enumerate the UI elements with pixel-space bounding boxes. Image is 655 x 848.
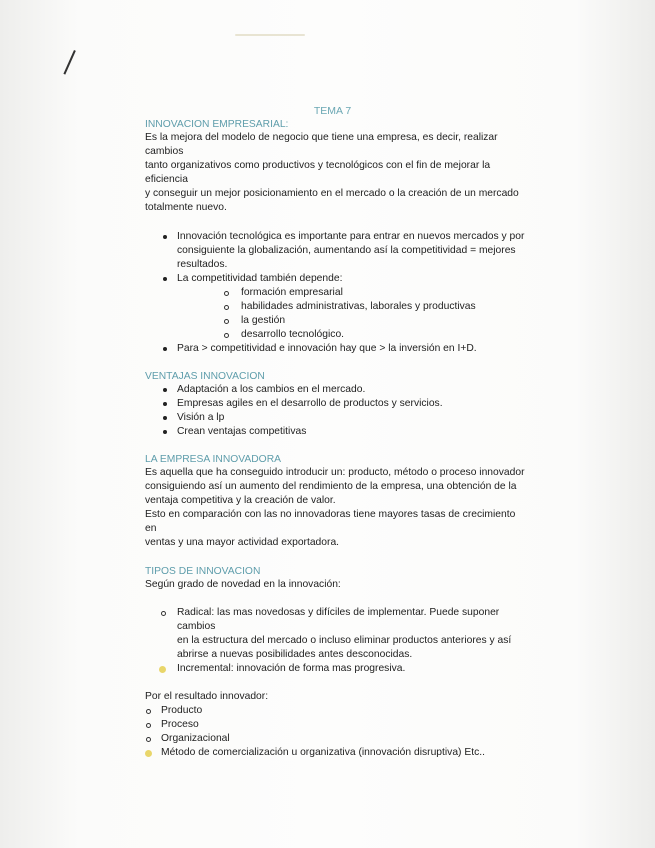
section-heading-empresa-innovadora: LA EMPRESA INNOVADORA <box>145 454 281 465</box>
paragraph-line: tanto organizativos como productivos y tecnológicos con el fin de mejorar la eficiencia <box>145 160 491 185</box>
bullet-line: Innovación tecnológica es importante para entrar en nuevos mercados y por <box>177 231 525 242</box>
bullet-line: resultados. <box>177 259 228 270</box>
circle-item <box>145 606 525 662</box>
item-line: Incremental: innovación de forma mas progresiva. <box>177 663 406 674</box>
bullet-item: Adaptación a los cambios en el mercado. <box>145 383 525 397</box>
item-line: Método de comercialización u organizativa (innovación disruptiva) Etc.. <box>161 747 485 758</box>
sub-list <box>177 286 525 342</box>
paragraph-line: totalmente nuevo. <box>145 202 227 213</box>
section-heading-ventajas: VENTAJAS INNOVACION <box>145 371 265 382</box>
circle-item: Proceso <box>145 718 525 732</box>
paragraph-line: Según grado de novedad en la innovación: <box>145 579 341 590</box>
degree-list <box>145 606 525 676</box>
bullet-list <box>145 230 525 356</box>
bullet-item: Visión a lp <box>145 411 525 425</box>
item-line: Radical: las mas novedosas y difíciles de implementar. Puede suponer cambios <box>177 607 500 632</box>
paragraph-line: ventaja competitiva y la creación de valor. <box>145 495 336 506</box>
bullet-item: Crean ventajas competitivas <box>145 425 525 439</box>
bullet-line: consiguiente la globalización, aumentando así la competitividad = mejores <box>177 245 516 256</box>
bullet-item: Empresas agiles en el desarrollo de productos y servicios. <box>145 397 525 411</box>
paragraph-line: Por el resultado innovador: <box>145 691 269 702</box>
paper-smudge <box>235 34 305 36</box>
paragraph-line: consiguiendo así un aumento del rendimiento de la empresa, una obtención de la <box>145 481 517 492</box>
item-line: en la estructura del mercado o incluso eliminar productos anteriores y así <box>177 635 512 646</box>
result-list <box>145 704 525 760</box>
circle-item: Organizacional <box>145 732 525 746</box>
section-heading-innovacion-empresarial: INNOVACION EMPRESARIAL: <box>145 119 289 130</box>
section-heading-tipos: TIPOS DE INNOVACION <box>145 566 261 577</box>
item-line: abrirse a nuevas posibilidades antes desconocidas. <box>177 649 413 660</box>
bullet-line: La competitividad también depende: <box>177 273 343 284</box>
paragraph-line: Es aquella que ha conseguido introducir un: producto, método o proceso innovador <box>145 467 525 478</box>
highlight-dot <box>145 750 152 757</box>
paragraph-line: y conseguir un mejor posicionamiento en el mercado o la creación de un mercado <box>145 188 519 199</box>
bullet-item: Para > competitividad e innovación hay que > la inversión en I+D. <box>145 342 525 356</box>
sub-item: habilidades administrativas, laborales y productivas <box>177 300 525 314</box>
sub-item: formación empresarial <box>177 286 525 300</box>
bullet-item <box>145 230 525 272</box>
paragraph-line: Es la mejora del modelo de negocio que tiene una empresa, es decir, realizar cambios <box>145 132 498 157</box>
document-body <box>145 104 525 760</box>
highlighted-item <box>145 662 525 676</box>
bullet-item <box>145 272 525 342</box>
pen-mark <box>63 50 75 75</box>
paragraph-line: Esto en comparación con las no innovadoras tiene mayores tasas de crecimiento en <box>145 509 516 534</box>
page-title: TEMA 7 <box>313 105 352 117</box>
sub-item: desarrollo tecnológico. <box>177 328 525 342</box>
paragraph-line: ventas y una mayor actividad exportadora. <box>145 537 340 548</box>
circle-item: Producto <box>145 704 525 718</box>
highlighted-item <box>145 746 525 760</box>
highlight-dot <box>159 666 166 673</box>
sub-item: la gestión <box>177 314 525 328</box>
advantages-list <box>145 383 525 439</box>
